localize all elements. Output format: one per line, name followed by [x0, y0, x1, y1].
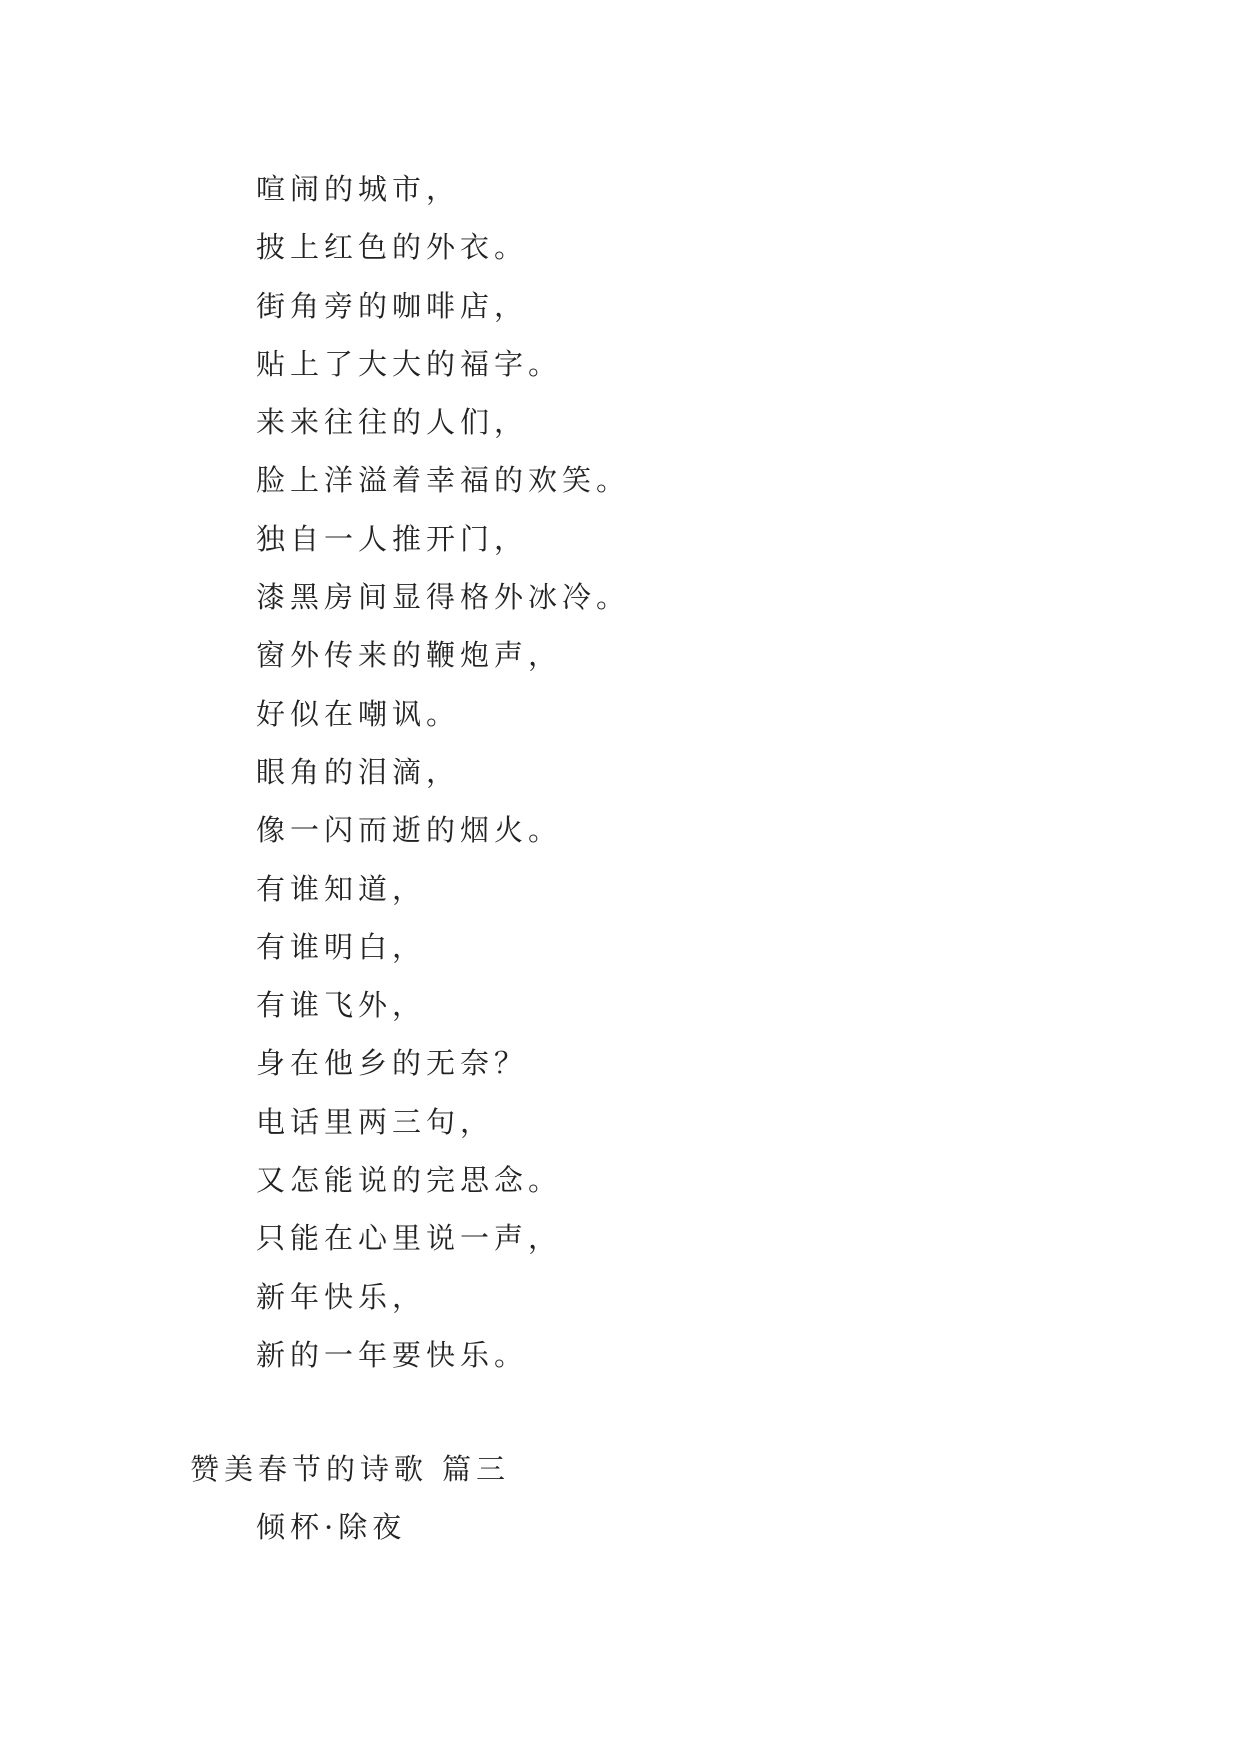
poem-line: 喧闹的城市， — [256, 172, 461, 206]
section-heading-label: 篇三 — [442, 1452, 511, 1486]
poem-line: 新的一年要快乐。 — [256, 1337, 529, 1372]
poem-line: 贴上了大大的福字。 — [256, 346, 563, 381]
poem-line: 有谁明白， — [256, 929, 427, 964]
poem-body — [256, 160, 630, 1384]
poem-line: 窗外传来的鞭炮声， — [256, 638, 563, 673]
poem-line: 又怎能说的完思念。 — [256, 1163, 563, 1198]
poem-line: 像一闪而逝的烟火。 — [256, 813, 563, 848]
poem-line: 电话里两三句， — [256, 1104, 495, 1139]
poem-line: 有谁知道， — [256, 871, 427, 906]
section-heading-title: 赞美春节的诗歌 — [190, 1452, 429, 1486]
poem-line: 身在他乡的无奈？ — [256, 1046, 529, 1081]
poem-line: 街角旁的咖啡店， — [256, 288, 529, 323]
poem-line: 好似在嘲讽。 — [256, 696, 461, 731]
poem-line: 漆黑房间显得格外冰冷。 — [256, 580, 631, 615]
poem-line: 眼角的泪滴， — [256, 754, 461, 789]
poem-title: 倾杯·除夜 — [256, 1510, 407, 1544]
poem-line: 新年快乐， — [256, 1279, 427, 1314]
poem-line: 来来往往的人们， — [256, 405, 529, 440]
poem-line: 独自一人推开门， — [256, 521, 529, 556]
section-heading — [190, 1440, 510, 1498]
poem-line: 披上红色的外衣。 — [256, 230, 529, 265]
poem-line: 有谁飞外， — [256, 988, 427, 1023]
poem-line: 只能在心里说一声， — [256, 1221, 563, 1256]
poem-line: 脸上洋溢着幸福的欢笑。 — [256, 463, 631, 498]
